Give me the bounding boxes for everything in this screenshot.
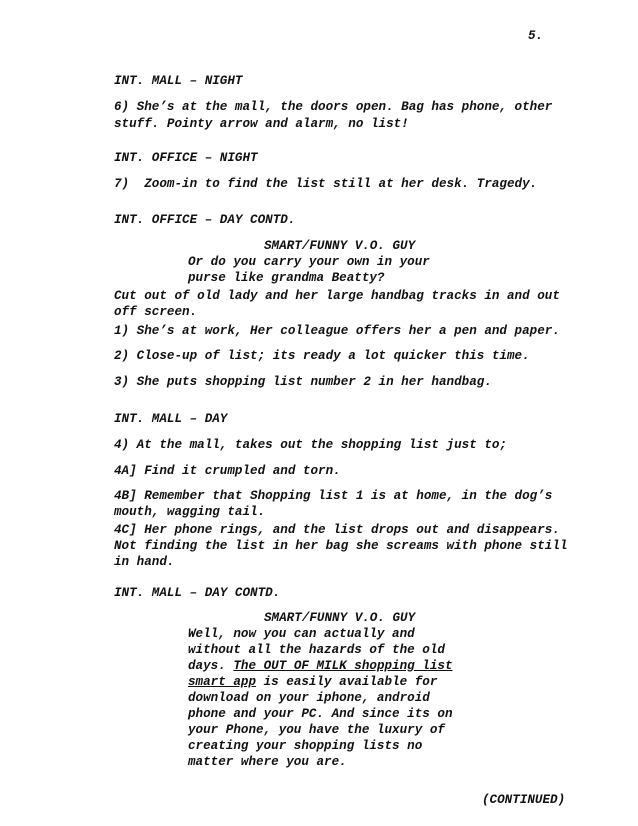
action-line: Not finding the list in her bag she screams with phone still xyxy=(114,539,568,553)
action-line: Cut out of old lady and her large handbag tracks in and out xyxy=(114,289,560,303)
dialogue-line: creating your shopping lists no xyxy=(188,739,423,753)
app-name-underlined: The OUT OF MILK shopping list xyxy=(233,659,453,673)
dialogue-text: is easily available for xyxy=(256,675,438,689)
scene-heading: INT. OFFICE – NIGHT xyxy=(114,151,258,165)
action-line: 4A] Find it crumpled and torn. xyxy=(114,464,341,478)
dialogue-line: download on your iphone, android xyxy=(188,691,430,705)
action-line: 3) She puts shopping list number 2 in her handbag. xyxy=(114,375,492,389)
dialogue-line: phone and your PC. And since its on xyxy=(188,707,453,721)
dialogue-text: days. xyxy=(188,659,234,673)
action-line: mouth, wagging tail. xyxy=(114,505,266,519)
scene-heading: INT. MALL – DAY xyxy=(114,412,228,426)
page-number: 5. xyxy=(528,29,544,43)
app-name-underlined: smart app xyxy=(188,675,257,689)
action-line: 7) Zoom-in to find the list still at her desk. Tragedy. xyxy=(114,177,538,191)
continued-marker: (CONTINUED) xyxy=(482,793,566,807)
character-cue: SMART/FUNNY V.O. GUY xyxy=(264,611,416,625)
action-line: in hand. xyxy=(114,555,175,569)
scene-heading: INT. MALL – DAY CONTD. xyxy=(114,586,281,600)
scene-heading: INT. OFFICE – DAY CONTD. xyxy=(114,213,296,227)
action-line: 1) She’s at work, Her colleague offers her a pen and paper. xyxy=(114,324,560,338)
action-line: 4) At the mall, takes out the shopping list just to; xyxy=(114,438,507,452)
action-line: 6) She’s at the mall, the doors open. Bag has phone, other xyxy=(114,100,553,114)
dialogue-line: purse like grandma Beatty? xyxy=(188,271,385,285)
character-cue: SMART/FUNNY V.O. GUY xyxy=(264,239,416,253)
action-line: 2) Close-up of list; its ready a lot quicker this time. xyxy=(114,349,530,363)
scene-heading: INT. MALL – NIGHT xyxy=(114,74,243,88)
action-line: off screen. xyxy=(114,305,198,319)
dialogue-line: Well, now you can actually and xyxy=(188,627,415,641)
dialogue-line xyxy=(188,674,437,691)
dialogue-line: matter where you are. xyxy=(188,755,347,769)
dialogue-line: Or do you carry your own in your xyxy=(188,255,430,269)
dialogue-line: without all the hazards of the old xyxy=(188,643,445,657)
action-line: 4B] Remember that Shopping list 1 is at home, in the dog’s xyxy=(114,489,553,503)
action-line: stuff. Pointy arrow and alarm, no list! xyxy=(114,117,409,131)
action-line: 4C] Her phone rings, and the list drops out and disappears. xyxy=(114,523,560,537)
dialogue-line: your Phone, you have the luxury of xyxy=(188,723,445,737)
dialogue-line xyxy=(188,658,453,675)
